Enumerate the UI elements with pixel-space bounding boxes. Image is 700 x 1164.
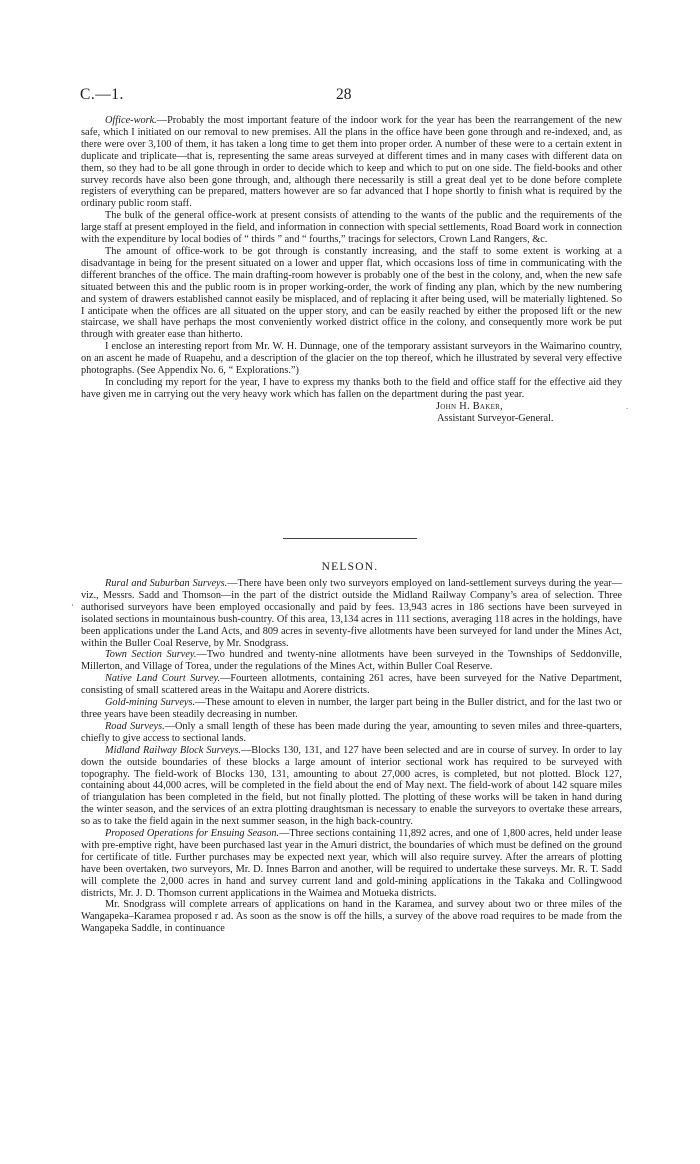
paragraph-midland-railway-surveys <box>81 745 622 828</box>
paragraph-town-section-survey <box>81 649 622 673</box>
paragraph-heading: Town Section Survey. <box>105 649 197 661</box>
page-number: 28 <box>336 86 352 103</box>
signature-title: Assistant Surveyor-General. <box>437 412 554 424</box>
paragraph-heading: Gold-mining Surveys. <box>105 697 196 709</box>
paragraph-text: —Probably the most important feature of the indoor work for the year has been the rearrangement of the new safe, which I initiated on our removal to new premises. All the plans in the office have been gone through and re-indexed, and, as there were over 3,100 of them, it has taken a long time to get them into proper order. A number of these were to a certain extent in duplicate and triplicate—that is, representing the same areas surveyed at different times and in many cases with different data on them, so they had to be all gone through in order to decide which to keep and which to put on one side. The field-books and other survey records have also been gone through, and, although there necessarily is still a great deal yet to be done before complete registers of everything can be prepared, matters however are so far advanced that I hope shortly to finish what is required by the ordinary public room staff. <box>81 115 622 210</box>
margin-mark: ‘ <box>71 602 74 612</box>
signature-name: John H. Baker, <box>436 400 504 412</box>
nelson-report <box>81 578 622 935</box>
margin-mark: . <box>626 401 629 411</box>
paragraph-dunnage-report: I enclose an interesting report from Mr. W. H. Dunnage, one of the temporary assistant surveyors in the Waimarino country, on an ascent he made of Ruapehu, and a description of the glacier on the top thereof, which he illustrated by several very effective photographs. (See Appendix No. 6, “ Explorations.”) <box>81 341 622 377</box>
paragraph-heading: Native Land Court Survey. <box>105 673 221 685</box>
paragraph-text: —Blocks 130, 131, and 127 have been selected and are in course of survey. In order to lay down the outside boundaries of these blocks a large amount of interior sectional work has required to be surveyed with topography. The field-work of Blocks 130, 131, amounting to about 27,000 acres, is completed, but not plotted. Block 127, containing about 44,000 acres, will be completed in the field about the end of May next. The field-work of about 142 square miles of triangulation has been completed in the field, but not finally plotted. The plotting of these works will be taken in hand during the winter season, and the services of an extra plotting draughtsman is necessary to enable the surveyors to overtake these arrears, so as to take the field again in the next summer season, in the high back-country. <box>81 744 622 828</box>
paragraph-road-surveys <box>81 721 622 745</box>
paragraph-heading: Proposed Operations for Ensuing Season. <box>105 828 280 840</box>
paragraph-general-office-work: The bulk of the general office-work at present consists of attending to the wants of the public and the requirements of the large staff at present employed in the field, and information in connection with special settlements, Road Board work in connection with the expenditure by local bodies of “ thirds ” and “ fourths,” tracings for selectors, Crown Land Rangers, &c. <box>81 210 622 246</box>
paragraph-concluding: In concluding my report for the year, I have to express my thanks both to the field and office staff for the effective aid they have given me in carrying out the very heavy work which has fallen on the department during the past year. <box>81 376 622 400</box>
paragraph-heading: Rural and Suburban Surveys. <box>105 578 228 589</box>
document-reference: C.—1. <box>80 86 124 103</box>
paragraph-text: —Two hundred and twenty-nine allotments have been surveyed in the Townships of Seddonville, Millerton, and Village of Torea, under the regulations of the Mines Act, within Buller Coal Reserve. <box>81 649 622 673</box>
paragraph-office-work-amount: The amount of office-work to be got through is constantly increasing, and the staff to some extent is working at a disadvantage in being for the present situated on a lower and upper flat, which occasions loss of time in communicating with the different branches of the office. The main drafting-room however is probably one of the best in the colony, and, when the new safe situated between this and the public room is in proper working-order, the work of finding any plan, which by the new numbering and system of drawers established cannot easily be misplaced, and of replacing it after being used, will be materially lightened. So I anticipate when the offices are all situated on the upper story, and can be easily reached by either the proposed lift or the new staircase, we shall have perhaps the most conveniently worked district office in the colony, and consequently more work be put through with greater ease than hitherto. <box>81 245 622 341</box>
section-title: NELSON. <box>321 561 379 573</box>
paragraph-text: —There have been only two surveyors employed on land-settlement surveys during the year—viz., Messrs. Sadd and Thomson—in the part of the district outside the Midland Railway Company’s area of selection. Three authorised surveyors have been employed occasionally and paid by fees. 13,943 acres in 186 sections have been surveyed in isolated sections in mountainous bush-country. Of this area, 13,134 acres in 111 sections, averaging 118 acres in the holdings, have been applications under the Land Acts, and 809 acres in seventy-five allotments have been surveyed for land under the Mines Act, within the Buller Coal Reserve, by Mr. Snodgrass. <box>81 578 623 649</box>
paragraph-heading: Office-work. <box>105 115 157 126</box>
section-divider <box>283 538 417 539</box>
paragraph-text: —Only a small length of these has been made during the year, amounting to seven miles and three-quarters, chiefly to give access to sectional lands. <box>81 720 623 744</box>
paragraph-text: Mr. Snodgrass will complete arrears of applications on hand in the Karamea, and survey about two or three miles of the Wangapeka–Karamea proposed r ad. As soon as the snow is off the hills, a survey of the above road requires to be made from the Wangapeka Saddle, in continuance <box>81 899 622 935</box>
signature-block <box>81 401 622 425</box>
paragraph-heading: Midland Railway Block Surveys. <box>105 744 241 756</box>
paragraph-office-work <box>81 115 622 210</box>
page-header <box>0 86 700 108</box>
paragraph-heading: Road Surveys. <box>105 720 165 732</box>
auckland-report-continuation <box>81 115 622 425</box>
paragraph-gold-mining-surveys <box>81 697 622 721</box>
paragraph-rural-surveys <box>81 578 622 649</box>
paragraph-text: —Three sections containing 11,892 acres, and one of 1,800 acres, held under lease with pre-emptive right, have been purchased last year in the Amuri district, the boundaries of which must be defined on the ground for certificate of title. Further purchases may be expected next year, which will also require survey. After the arrears of plotting have been overtaken, two surveyors, Mr. D. Innes Barron and another, will be required to undertake these surveys. Mr. R. T. Sadd will complete the 2,000 acres in hand and survey current land and gold-mining applications in the Takaka and Collingwood districts, Mr. J. D. Thomson current applications in the Waimea and Motueka districts. <box>81 828 622 899</box>
paragraph-proposed-operations <box>81 828 622 899</box>
paragraph-text: —Fourteen allotments, containing 261 acres, have been surveyed for the Native Department, consisting of small scattered areas in the Waitapu and Aorere districts. <box>81 673 623 697</box>
paragraph-native-land-court-survey <box>81 673 622 697</box>
paragraph-text: —These amount to eleven in number, the larger part being in the Buller district, and for the last two or three years have been steadily decreasing in number. <box>81 697 622 720</box>
paragraph-snodgrass <box>81 899 622 935</box>
